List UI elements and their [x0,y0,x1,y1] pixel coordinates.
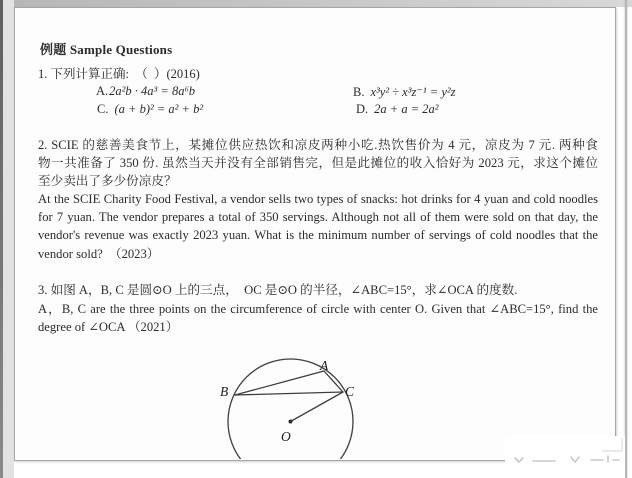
chord-b-c [235,392,343,395]
watermark [505,436,625,478]
question-1-option-c [97,102,203,117]
question-2-zh-line-2: 物一共准备了 350 份. 虽然当天并没有全部销售完，但是此摊位的收入恰好为 2023 元，求这个摊位 [38,156,598,171]
radius-o-c [291,392,344,422]
question-2-en-line-1: At the SCIE Charity Food Festival, a vendor sells two types of snacks: hot drinks for 4 yuan and cold noodles [38,192,598,207]
circle-diagram [210,352,382,459]
chord-a-c [324,371,343,392]
question-2-en-line-2: for 7 yuan. The vendor prepares a total of 350 servings. Although not all of them were sold on that day, the [38,210,598,225]
question-3-paragraph [38,281,598,337]
question-1-option-d [356,102,439,117]
question-1-option-b [353,84,456,100]
option-a-label: A. [96,84,109,98]
question-2-paragraph [38,136,598,263]
diagram-label-o: O [281,429,291,444]
question-3-en-line-1: A，B, C are the three points on the circumference of circle with center O. Given that ∠ABC=15°, find the [38,301,598,316]
center-point-o [289,420,293,424]
diagram-label-a: A [320,358,329,373]
option-c-formula: (a + b)² = a² + b² [114,102,204,116]
question-1-prompt: 1. 下列计算正确: （ ）(2016) [38,67,200,81]
question-3-zh-line: 3. 如图 A，B, C 是圆⊙O 上的三点， OC 是⊙O 的半径，∠ABC=15°，求∠OCA 的度数. [38,283,518,297]
question-2-zh-line-3: 至少卖出了多少份凉皮？ [38,174,177,189]
option-b-label: B. [353,85,365,99]
frame-top-strip [0,0,632,7]
option-a-formula: 2a²b · 4a³ = 8a⁶b [109,84,196,98]
diagram-label-c: C [345,384,355,399]
frame-left-margin [3,0,14,478]
question-3-en-line-2: degree of ∠OCA （2021） [38,320,179,335]
frame-right-divider [625,0,627,478]
diagram-label-b: B [220,384,229,399]
page-title: 例题 Sample Questions [40,42,173,57]
question-2-en-line-4: vendor sold? （2023） [38,246,160,261]
option-b-formula: x³y² ÷ x³z⁻¹ = y²z [370,85,456,99]
question-2-en-line-3: vendor's revenue was exactly 2023 yuan. What is the minimum number of servings of cold noodles that the [38,228,598,243]
option-d-formula: 2a + a = 2a² [374,102,439,116]
watermark-marks [505,436,625,478]
question-1-option-a [96,84,195,99]
option-d-label: D. [356,102,369,116]
option-c-label: C. [97,102,109,116]
question-2-zh-line-1: 2. SCIE 的慈善美食节上，某摊位供应热饮和凉皮两种小吃.热饮售价为 4 元，凉皮为 7 元. 两种食 [38,138,598,152]
